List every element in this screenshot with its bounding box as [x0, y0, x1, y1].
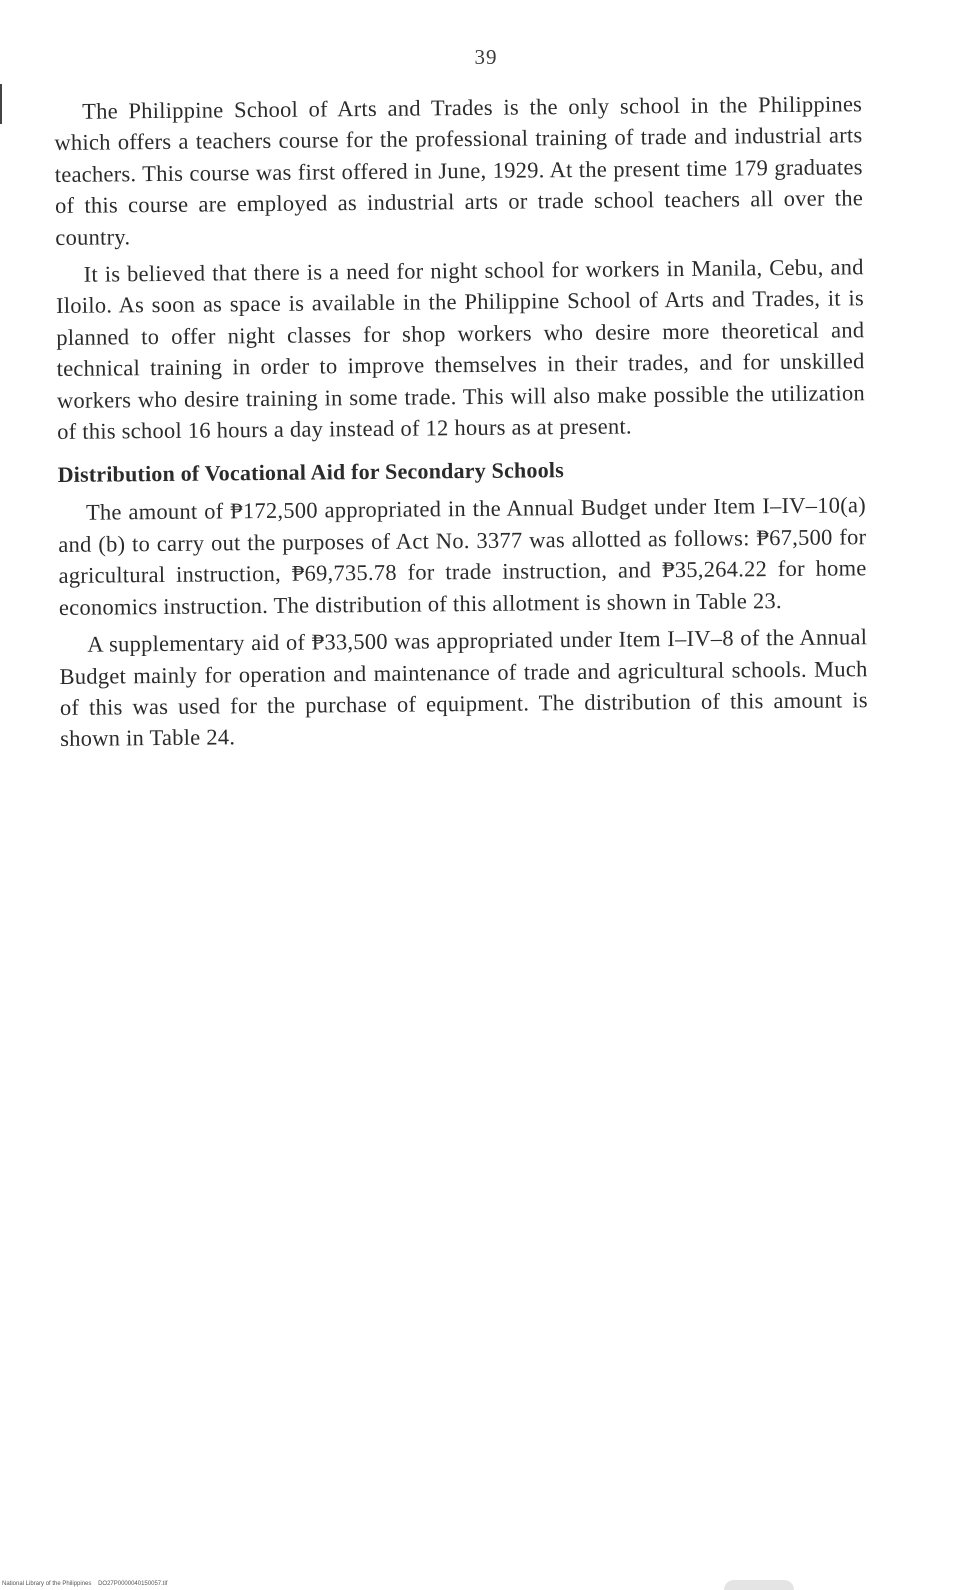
page-edge-mark: [0, 84, 2, 124]
paragraph-night-school: It is believed that there is a need for night school for workers in Manila, Cebu, and Iloilo. As soon as space is available in the Philippine School of Arts and Trades, it is planned to offer night classes for shop workers who desire more theoretical and technical training in order to improve themselves in their trades, and for unskilled workers who desire training in some trade. This will also make possible the utilization of this school 16 hours a day instead of 12 hours as at present.: [55, 254, 866, 445]
page-number: 39: [474, 45, 498, 69]
section-heading: Distribution of Vocational Aid for Secondary Schools: [57, 457, 565, 488]
corner-smudge: [724, 1580, 794, 1590]
footer-library: National Library of the Philippines: [2, 1581, 92, 1587]
paragraph-vocational-aid-allotment: The amount of ₱172,500 appropriated in the Annual Budget under Item I–IV–10(a) and (b) to carry out the purposes of Act No. 3377 was allotted as follows: ₱67,500 for agricultural instruction, ₱69,735.78 for trade instruction, and ₱35,264.22 for home economics instruction. The distribution of this allotment is shown in Table 23.: [58, 492, 867, 620]
footer-code: DO27P0000040150057.tif: [98, 1581, 168, 1587]
paragraph-supplementary-aid: A supplementary aid of ₱33,500 was appropriated under Item I–IV–8 of the Annual Budget mainly for operation and maintenance of trade and agricultural schools. Much of this was used for the purchase of equipment. The distribution of this amount is shown in Table 24.: [59, 624, 868, 752]
page-content: [54, 88, 868, 760]
paragraph-psat-teachers-course: The Philippine School of Arts and Trades is the only school in the Philippines which offers a teachers course for the professional training of trade and industrial arts teachers. This course was first offered in June, 1929. At the present time 179 graduates of this course are employed as industrial arts or trade school teachers all over the country.: [54, 91, 864, 250]
scan-footer: [2, 1581, 167, 1587]
